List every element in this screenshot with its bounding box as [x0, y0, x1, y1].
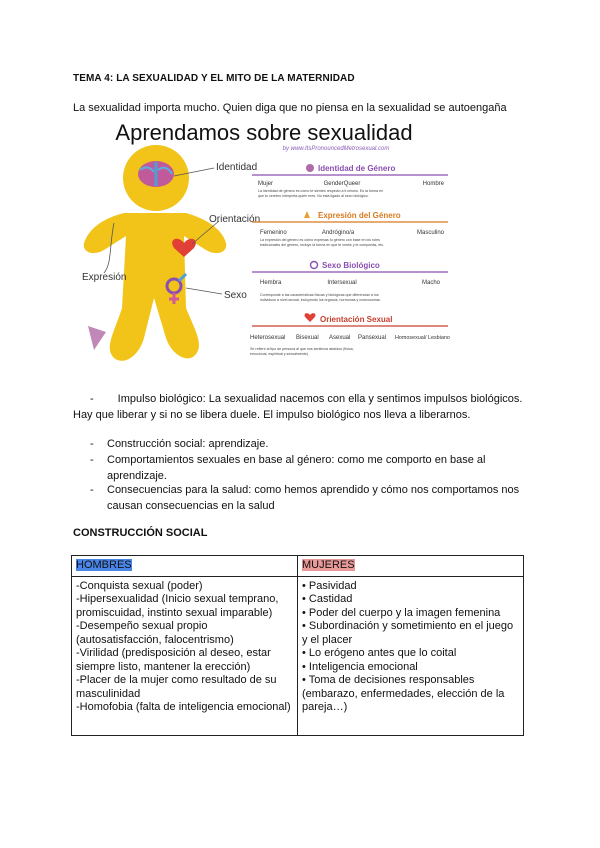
intro-text: La sexualidad importa mucho. Quien diga que no piensa en la sexualidad se autoengaña: [73, 102, 507, 114]
page-title: TEMA 4: LA SEXUALIDAD Y EL MITO DE LA MATERNIDAD: [73, 73, 355, 84]
svg-text:Pansexual: Pansexual: [358, 335, 387, 341]
svg-text:Macho: Macho: [421, 280, 440, 286]
hombres-cell: -Conquista sexual (poder) -Hipersexualidad (Inicio sexual temprano, promiscuidad, instinto sexual imparable) -Desempeño sexual propio (autosatisfacción, falocentrismo) -Virilidad (predisposición al deseo, estar siempre listo, mantener la erección) -Placer de la mujer como resultado de su masculinidad -Homofobia (falta de inteligencia emocional): [72, 576, 298, 735]
svg-text:Femenino: Femenino: [260, 230, 287, 236]
label-expresion: Expresión: [82, 272, 127, 283]
label-sexo: Sexo: [224, 290, 247, 301]
svg-text:emocional, espiritual y sexual: emocional, espiritual y sexualmente).: [250, 352, 310, 356]
scale-expresion: [252, 211, 448, 247]
label-identidad: Identidad: [216, 162, 258, 173]
svg-text:que tu cerebro interpreta quié: que tu cerebro interpreta quién eres. No está ligado al sexo biológico.: [258, 194, 369, 198]
header-hombres: HOMBRES: [76, 559, 132, 571]
svg-text:individuos a nivel sexual, inc: individuos a nivel sexual, incluyendo los órganos, hormonas y cromosomas.: [260, 298, 381, 302]
svg-text:Sexo Biológico: Sexo Biológico: [322, 261, 380, 270]
svg-text:GenderQueer: GenderQueer: [323, 181, 361, 187]
svg-text:Hombre: Hombre: [422, 181, 444, 187]
svg-text:Andrógino/a: Andrógino/a: [321, 230, 355, 236]
gingerbread-figure: [82, 145, 260, 361]
svg-text:Asexual: Asexual: [329, 335, 351, 341]
svg-text:Orientación Sexual: Orientación Sexual: [320, 315, 393, 324]
table-row: [72, 576, 524, 735]
svg-text:La expresión del género es cóm: La expresión del género es cómo expresas tu género con base en los roles: [260, 238, 380, 242]
infographic-title: Aprendamos sobre sexualidad: [115, 120, 413, 145]
header-mujeres: MUJERES: [302, 559, 355, 571]
svg-text:Masculino: Masculino: [416, 230, 444, 236]
svg-text:Hembra: Hembra: [260, 280, 282, 286]
bullet-impulso-biologico: [73, 392, 533, 423]
section-title: CONSTRUCCIÓN SOCIAL: [73, 527, 208, 539]
corner-decoration-icon: [88, 326, 106, 350]
comparison-table: [71, 555, 524, 736]
svg-text:Se refiere al tipo de persona: Se refiere al tipo de persona al que nos sentimos atraídos (física,: [250, 347, 354, 351]
svg-text:Identidad de Género: Identidad de Género: [318, 164, 396, 173]
svg-text:tradicionales del género, incl: tradicionales del género, incluye la forma en que te vestís y te comportás, etc.: [260, 243, 385, 247]
scale-identidad: [252, 164, 448, 198]
svg-text:Mujer: Mujer: [258, 181, 274, 187]
bullet-comportamientos: - Comportamientos sexuales en base al género: como me comporto en base al aprendizaje.: [90, 454, 486, 482]
svg-text:Heterosexual: Heterosexual: [250, 335, 286, 341]
infographic-url: by www.ItsPronouncedMetrosexual.com: [282, 146, 390, 152]
svg-text:Expresión del Género: Expresión del Género: [318, 211, 401, 220]
label-orientacion: Orientación: [209, 214, 261, 225]
mujeres-cell: • Pasividad • Castidad • Poder del cuerpo y la imagen femenina • Subordinación y sometimiento en el juego y el placer • Lo erógeno antes que lo coital • Inteligencia emocional • Toma de decisiones responsables (embarazo, enfermedades, elección de la pareja…): [298, 576, 524, 735]
bullet-dash: -: [90, 393, 94, 405]
svg-text:La identidad de género es cómo: La identidad de género es cómo te sientes respecto a ti mismo. Es la forma en: [258, 189, 384, 193]
bullet-construccion: - Construcción social: aprendizaje.: [90, 438, 269, 450]
sexuality-infographic: [74, 118, 454, 370]
scale-orientacion: [250, 313, 450, 356]
bullet-text: Impulso biológico: La sexualidad nacemos con ella y sentimos impulsos biológicos. Hay que liberar y si no se libera duele. El impulso biológico nos lleva a liberarnos.: [73, 393, 523, 421]
bullet-consecuencias: - Consecuencias para la salud: como hemos aprendido y cómo nos comportamos nos causan consecuencias en la salud: [90, 484, 520, 512]
table-header-row: [72, 556, 524, 577]
svg-text:Bisexual: Bisexual: [296, 335, 319, 341]
svg-text:Homosexual/ Lesbiano: Homosexual/ Lesbiano: [395, 335, 450, 341]
svg-text:Corresponde a las característi: Corresponde a las características físicas y biológicas que diferencian a los: [260, 293, 379, 297]
scale-sexo-biologico: [252, 261, 448, 302]
svg-text:Intersexual: Intersexual: [327, 280, 357, 286]
